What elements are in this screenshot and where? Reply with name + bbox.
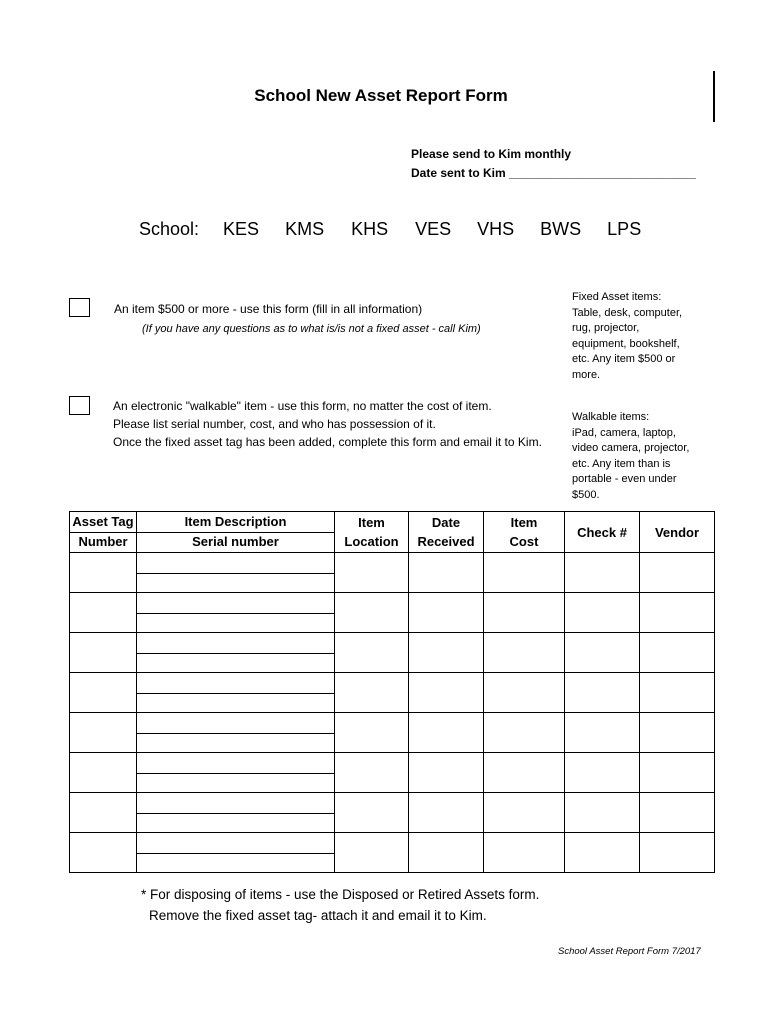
date-received-cell[interactable] <box>409 833 484 873</box>
school-option-lps[interactable]: LPS <box>607 219 642 239</box>
description-cell[interactable] <box>137 833 335 873</box>
date-received-cell[interactable] <box>409 633 484 673</box>
note-line: $500. <box>572 488 600 501</box>
check-number-cell[interactable] <box>565 753 640 793</box>
cost-cell[interactable] <box>484 753 565 793</box>
option-walkable-line1: An electronic "walkable" item - use this form, no matter the cost of item. <box>113 399 492 413</box>
date-received-cell[interactable] <box>409 673 484 713</box>
vendor-cell[interactable] <box>640 753 715 793</box>
school-option-kes[interactable]: KES <box>223 219 260 239</box>
location-cell[interactable] <box>335 593 409 633</box>
location-cell[interactable] <box>335 713 409 753</box>
header-cost-line1: Item <box>510 515 538 530</box>
date-received-cell[interactable] <box>409 593 484 633</box>
vendor-cell[interactable] <box>640 593 715 633</box>
note-line: Table, desk, computer, <box>572 306 683 319</box>
note-line: more. <box>572 368 601 381</box>
header-loc-line2: Location <box>344 534 399 549</box>
header-date-line1: Date <box>431 515 461 530</box>
form-version-footer: School Asset Report Form 7/2017 <box>558 946 701 957</box>
asset-tag-cell[interactable] <box>70 593 137 633</box>
note-line: equipment, bookshelf, <box>572 337 680 350</box>
footnote-line1: * For disposing of items - use the Disposed or Retired Assets form. <box>141 887 540 902</box>
walkable-item-checkbox[interactable] <box>69 396 90 415</box>
check-number-cell[interactable] <box>565 593 640 633</box>
cost-cell[interactable] <box>484 553 565 593</box>
asset-tag-cell[interactable] <box>70 713 137 753</box>
location-cell[interactable] <box>335 793 409 833</box>
cost-cell[interactable] <box>484 593 565 633</box>
disposal-footnote <box>141 884 539 926</box>
check-number-cell[interactable] <box>565 673 640 713</box>
option-walkable <box>113 397 542 451</box>
table-row <box>70 833 715 873</box>
vendor-cell[interactable] <box>640 633 715 673</box>
cost-cell[interactable] <box>484 833 565 873</box>
fixed-asset-note <box>572 290 702 384</box>
table-row <box>70 633 715 673</box>
header-vendor: Vendor <box>640 512 715 553</box>
date-received-cell[interactable] <box>409 753 484 793</box>
note-line: etc. Any item than is <box>572 457 671 470</box>
note-line: video camera, projector, <box>572 442 690 455</box>
send-instructions <box>411 145 696 183</box>
asset-table-body <box>70 553 715 873</box>
school-option-kms[interactable]: KMS <box>285 219 325 239</box>
description-cell[interactable] <box>137 713 335 753</box>
description-cell[interactable] <box>137 633 335 673</box>
location-cell[interactable] <box>335 553 409 593</box>
school-selector <box>139 219 641 240</box>
asset-tag-cell[interactable] <box>70 633 137 673</box>
header-desc-line1: Item Description <box>184 514 287 529</box>
check-number-cell[interactable] <box>565 553 640 593</box>
location-cell[interactable] <box>335 633 409 673</box>
option-fixed-asset-note: (If you have any questions as to what is/is not a fixed asset - call Kim) <box>142 323 481 335</box>
header-loc-line1: Item <box>358 515 385 530</box>
form-title: School New Asset Report Form <box>254 86 508 105</box>
check-number-cell[interactable] <box>565 793 640 833</box>
school-option-ves[interactable]: VES <box>415 219 452 239</box>
option-fixed-asset-text: An item $500 or more - use this form (fill in all information) <box>114 302 423 316</box>
description-cell[interactable] <box>137 593 335 633</box>
asset-tag-cell[interactable] <box>70 753 137 793</box>
date-received-cell[interactable] <box>409 553 484 593</box>
header-desc-line2: Serial number <box>192 534 279 549</box>
asset-tag-cell[interactable] <box>70 833 137 873</box>
location-cell[interactable] <box>335 673 409 713</box>
table-row <box>70 673 715 713</box>
header-asset-tag-line2: Number <box>78 534 128 549</box>
header-check-number: Check # <box>565 512 640 553</box>
asset-tag-cell[interactable] <box>70 793 137 833</box>
description-cell[interactable] <box>137 753 335 793</box>
school-option-vhs[interactable]: VHS <box>477 219 515 239</box>
table-row <box>70 553 715 593</box>
vendor-cell[interactable] <box>640 553 715 593</box>
cost-cell[interactable] <box>484 673 565 713</box>
send-monthly-text: Please send to Kim monthly <box>411 147 572 161</box>
cost-cell[interactable] <box>484 713 565 753</box>
location-cell[interactable] <box>335 753 409 793</box>
header-item-location <box>335 512 409 553</box>
cost-cell[interactable] <box>484 633 565 673</box>
table-row <box>70 593 715 633</box>
date-received-cell[interactable] <box>409 713 484 753</box>
school-option-bws[interactable]: BWS <box>540 219 582 239</box>
note-line: iPad, camera, laptop, <box>572 426 676 439</box>
header-item-description <box>137 512 335 553</box>
vendor-cell[interactable] <box>640 713 715 753</box>
check-number-cell[interactable] <box>565 713 640 753</box>
header-asset-tag <box>70 512 137 553</box>
check-number-cell[interactable] <box>565 833 640 873</box>
note-line: Fixed Asset items: <box>572 291 662 303</box>
asset-tag-cell[interactable] <box>70 673 137 713</box>
option-walkable-line2: Please list serial number, cost, and who has possession of it. <box>113 417 436 431</box>
table-row <box>70 793 715 833</box>
date-sent-field[interactable]: Date sent to Kim ____________________________ <box>411 166 696 180</box>
walkable-item-note <box>572 410 702 504</box>
table-row <box>70 753 715 793</box>
asset-tag-cell[interactable] <box>70 553 137 593</box>
note-line: rug, projector, <box>572 322 640 335</box>
vendor-cell[interactable] <box>640 793 715 833</box>
footnote-line2: Remove the fixed asset tag- attach it and email it to Kim. <box>149 908 487 923</box>
header-date-line2: Received <box>417 534 475 549</box>
location-cell[interactable] <box>335 833 409 873</box>
option-fixed-asset <box>114 300 481 338</box>
school-label: School: <box>139 219 200 239</box>
vertical-rule <box>713 71 715 122</box>
note-line: etc. Any item $500 or <box>572 353 676 366</box>
description-cell[interactable] <box>137 673 335 713</box>
option-walkable-line3: Once the fixed asset tag has been added, complete this form and email it to Kim. <box>113 435 542 449</box>
header-asset-tag-line1: Asset Tag <box>72 514 134 529</box>
header-date-received <box>409 512 484 553</box>
fixed-asset-checkbox[interactable] <box>69 298 90 317</box>
description-cell[interactable] <box>137 793 335 833</box>
check-number-cell[interactable] <box>565 633 640 673</box>
note-line: portable - even under <box>572 473 677 486</box>
vendor-cell[interactable] <box>640 833 715 873</box>
header-item-cost <box>484 512 565 553</box>
table-row <box>70 713 715 753</box>
header-cost-line2: Cost <box>509 534 539 549</box>
date-received-cell[interactable] <box>409 793 484 833</box>
cost-cell[interactable] <box>484 793 565 833</box>
school-option-khs[interactable]: KHS <box>351 219 389 239</box>
description-cell[interactable] <box>137 553 335 593</box>
vendor-cell[interactable] <box>640 673 715 713</box>
note-line: Walkable items: <box>572 411 650 423</box>
asset-table <box>69 511 715 873</box>
